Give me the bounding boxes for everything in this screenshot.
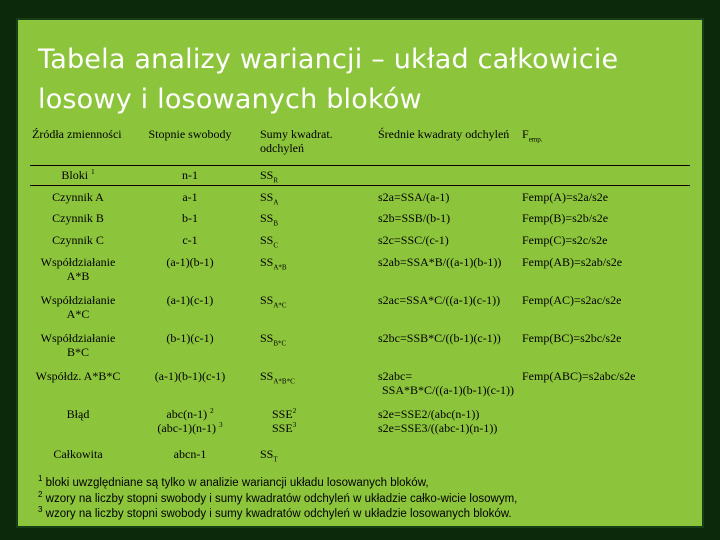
row-f-b: Femp(B)=s2b/s2e <box>522 211 609 225</box>
row-df-blocks: n-1 <box>126 165 254 185</box>
row-ss-a: $SS_A$ <box>254 185 364 207</box>
row-name-a: Czynnik A <box>30 185 126 207</box>
row-df-bc: (b-1)(c-1) <box>166 331 214 345</box>
table-row-b <box>30 207 690 229</box>
row-ms-ac: s2ac=SSA*C/((a-1)(c-1)) <box>378 293 501 307</box>
row-ms-bc: s2bc=SSB*C/((b-1)(c-1)) <box>378 331 501 345</box>
row-name-error: Błąd <box>66 407 90 421</box>
row-df-abc: (a-1)(b-1)(c-1) <box>154 369 226 383</box>
row-ms-ab: s2ab=SSA*B/((a-1)(b-1)) <box>378 255 502 269</box>
row-ss-ab: $SS_{A*B}$ <box>260 255 287 272</box>
row-name-ac: Współdziałanie A*C <box>40 293 116 321</box>
row-name-ab: Współdziałanie A*B <box>40 255 116 283</box>
row-ms-c: s2c=SSC/(c-1) <box>378 233 449 247</box>
row-name-total: Całkowita <box>53 447 103 461</box>
header-source: Źródła zmienności <box>32 127 122 141</box>
row-ss-bc: $SS_{B*C}$ <box>260 331 287 348</box>
row-name-bc: Współdziałanie B*C <box>40 331 116 359</box>
table-row-bc <box>30 327 690 365</box>
footnote-2: $^2$ wzory na liczby stopni swobody i sumy kwadratów odchyleń w układzie całko-wicie losowym, <box>38 489 518 505</box>
row-ms-a: s2a=SSA/(a-1) <box>364 185 514 207</box>
row-f-c: Femp(C)=s2c/s2e <box>522 233 608 247</box>
row-df-ac: (a-1)(c-1) <box>166 293 214 307</box>
table-row-abc <box>30 365 690 403</box>
row-ms-b: s2b=SSB/(b-1) <box>378 211 451 225</box>
row-df-total: abcn-1 <box>173 447 207 461</box>
table-row-error <box>30 403 690 443</box>
row-ss-ac: $SS_{A*C}$ <box>260 293 287 310</box>
row-df-c: c-1 <box>182 233 198 247</box>
table-row-blocks <box>30 165 690 185</box>
row-ss-b: $SS_B$ <box>260 211 279 228</box>
footnote-1: $^1$ bloki uwzględniane są tylko w analizie wariancji układu losowanych bloków, <box>38 474 429 489</box>
row-f-a: Femp(A)=s2a/s2e <box>514 185 690 207</box>
table-row-ab <box>30 251 690 289</box>
header-ss: Sumy kwadrat. odchyleń <box>260 127 333 155</box>
row-df-ab: (a-1)(b-1) <box>166 255 214 269</box>
row-f-bc: Femp(BC)=s2bc/s2e <box>522 331 622 345</box>
table-row-a <box>30 185 690 207</box>
table-row-ac <box>30 289 690 327</box>
row-ms-error: s2e=SSE2/(abc(n-1)) s2e=SSE3/((abc-1)(n-1)) <box>378 407 498 435</box>
header-f: $F_{emp.}$ <box>522 127 543 144</box>
table-row-total <box>30 443 690 465</box>
row-name-blocks: Bloki $^1$ <box>30 165 126 185</box>
row-df-b: b-1 <box>182 211 198 225</box>
row-df-a: a-1 <box>126 185 254 207</box>
row-f-ac: Femp(AC)=s2ac/s2e <box>522 293 622 307</box>
row-ss-error: SSE$^2$ SSE$^3$ <box>272 407 297 435</box>
header-row <box>30 127 690 165</box>
row-ms-abc: s2abc= SSA*B*C/((a-1)(b-1)(c-1)) <box>378 369 514 397</box>
row-f-ab: Femp(AB)=s2ab/s2e <box>522 255 623 269</box>
row-name-abc: Współdz. A*B*C <box>35 369 121 383</box>
row-ss-c: $SS_C$ <box>260 233 279 250</box>
row-ss-total: $SS_T$ <box>260 447 278 464</box>
anova-table <box>30 127 690 465</box>
footnote-3: $^3$ wzory na liczby stopni swobody i sumy kwadratów odchyleń w układzie losowanych bloków. <box>38 505 512 520</box>
row-name-b: Czynnik B <box>52 211 104 225</box>
row-f-abc: Femp(ABC)=s2abc/s2e <box>522 369 636 383</box>
row-ss-abc: $SS_{A*B*C}$ <box>260 369 295 386</box>
table-row-c <box>30 229 690 251</box>
slide-title: Tabela analizy wariancji – układ całkowicie losowy i losowanych bloków <box>38 44 619 115</box>
row-ss-blocks: $SS_R$ <box>254 165 364 185</box>
header-df: Stopnie swobody <box>148 127 232 141</box>
row-df-error: abc(n-1) $^2$ (abc-1)(n-1) $^3$ <box>157 407 223 435</box>
row-name-c: Czynnik C <box>52 233 104 247</box>
footnotes <box>38 476 698 523</box>
header-ms: Średnie kwadraty odchyleń <box>378 127 510 141</box>
